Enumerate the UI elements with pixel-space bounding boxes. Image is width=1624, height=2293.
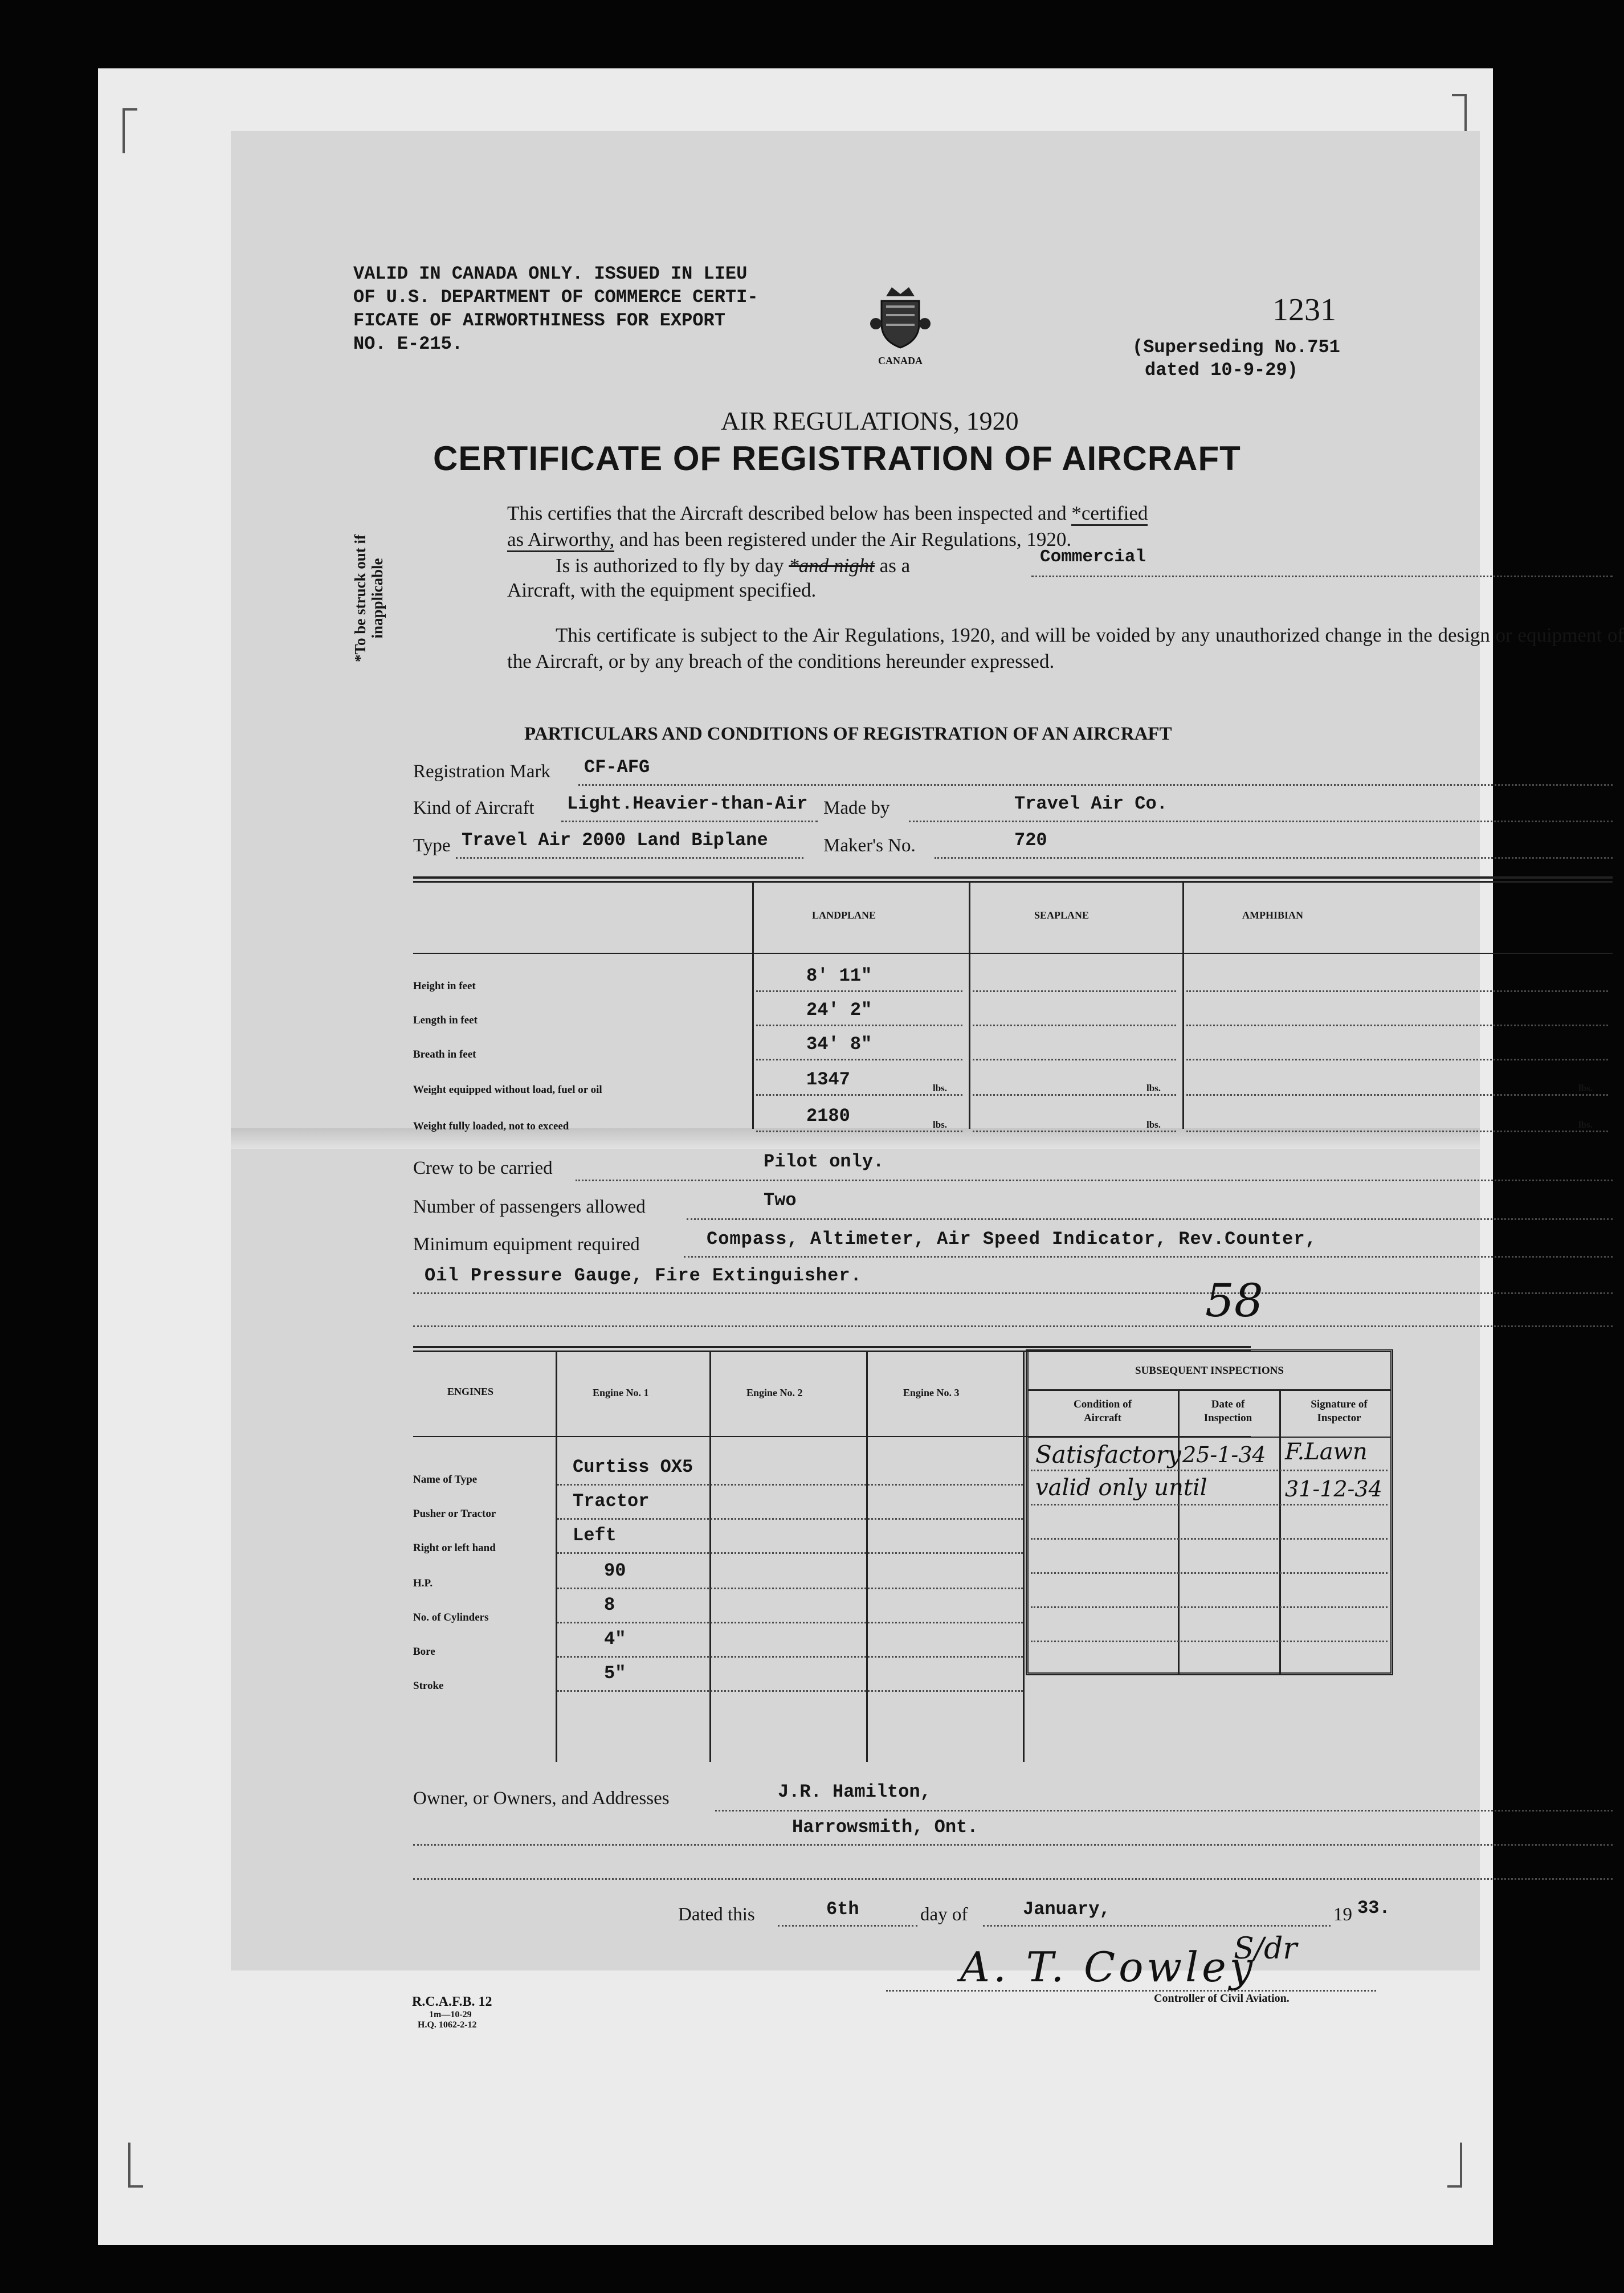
engine-row-line (557, 1484, 1023, 1486)
dimension-row-label: Length in feet (413, 1014, 478, 1026)
crew-label: Crew to be carried (413, 1158, 553, 1178)
inspection-date-1: 25-1-34 (1182, 1442, 1266, 1467)
registration-mark-line (578, 784, 1613, 786)
equipment-value-2: Oil Pressure Gauge, Fire Extinguisher. (425, 1265, 862, 1286)
inspections-box (1026, 1349, 1393, 1675)
landplane-value: 1347 (806, 1069, 850, 1090)
engine-1-value: 8 (604, 1594, 615, 1615)
strike-out-note: *To be struck out if inapplicable (352, 534, 386, 663)
owner-label: Owner, or Owners, and Addresses (413, 1788, 670, 1809)
type-line (456, 857, 803, 859)
column-header-landplane: LANDPLANE (812, 909, 876, 921)
equipment-line: Aircraft, with the equipment specified. (507, 579, 817, 601)
engine-row-label: Bore (413, 1646, 435, 1658)
dimension-row-label: Breath in feet (413, 1048, 476, 1060)
col-divider (752, 881, 754, 1129)
equipment-value-1: Compass, Altimeter, Air Speed Indicator, Rev.Counter, (707, 1229, 1317, 1250)
form-code: R.C.A.F.B. 12 1m—10-29 H.Q. 1062-2-12 (412, 1994, 492, 2030)
cell-line (756, 1025, 962, 1026)
crop-mark-bottom-right (1447, 2143, 1462, 2188)
passengers-label: Number of passengers allowed (413, 1197, 646, 1217)
owner-line-2 (413, 1844, 1613, 1846)
table-top-rule-2 (413, 881, 1613, 883)
crown-shield-icon (869, 284, 932, 352)
cell-line (973, 1131, 1176, 1132)
owner-name: J.R. Hamilton, (778, 1781, 931, 1802)
engine-1-value: Curtiss OX5 (573, 1456, 693, 1478)
signature-initials: S/dr (1234, 1932, 1297, 1966)
certification-paragraph-2: as Airworthy, and has been registered under the Air Regulations, 1920. (507, 527, 1071, 553)
registration-mark-value: CF-AFG (584, 757, 650, 778)
inspections-col (1178, 1389, 1180, 1674)
inspection-row-line (1031, 1538, 1388, 1540)
condition-header: Condition of Aircraft (1074, 1398, 1132, 1424)
engine-1-value: 90 (604, 1560, 626, 1581)
landplane-value: 24' 2" (806, 999, 872, 1021)
column-header-seaplane: SEAPLANE (1034, 909, 1090, 921)
engine-row-line (557, 1588, 1023, 1589)
owner-line-3 (413, 1878, 1613, 1880)
dated-year: 33. (1357, 1898, 1390, 1919)
made-by-label: Made by (823, 798, 890, 818)
category-line (1031, 576, 1613, 577)
inspection-date-2: 31-12-34 (1285, 1476, 1382, 1502)
made-by-line (909, 821, 1613, 822)
inspection-signature-1: F.Lawn (1285, 1439, 1368, 1465)
inspections-header-rule (1029, 1437, 1390, 1438)
type-value: Travel Air 2000 Land Biplane (462, 830, 768, 851)
regulation-title: AIR REGULATIONS, 1920 (721, 406, 1019, 435)
cell-line (973, 1059, 1176, 1060)
signature-line (886, 1990, 1376, 1992)
engine-row-label: Right or left hand (413, 1542, 496, 1554)
dated-month: January, (1023, 1899, 1111, 1920)
dimension-row-label: Height in feet (413, 980, 476, 992)
owner-line-1 (715, 1810, 1613, 1811)
landplane-value: 8' 11" (806, 965, 872, 986)
engine-row-line (557, 1690, 1023, 1692)
engine-row-line (557, 1518, 1023, 1520)
cell-line (1186, 1094, 1608, 1096)
col-divider (1023, 1352, 1025, 1762)
unit-label: lbs. (1578, 1083, 1593, 1094)
equipment-line-2 (413, 1292, 1613, 1294)
engine-row-label: H.P. (413, 1577, 433, 1589)
registration-mark-label: Registration Mark (413, 761, 551, 782)
controller-caption: Controller of Civil Aviation. (1154, 1992, 1290, 2005)
made-by-value: Travel Air Co. (1014, 793, 1168, 814)
unit-label: lbs. (1578, 1119, 1593, 1130)
cell-line (1186, 990, 1608, 992)
engines-top-rule (413, 1346, 1251, 1348)
passengers-value: Two (764, 1190, 797, 1211)
certificate-number: 1231 (1272, 292, 1336, 328)
owner-address: Harrowsmith, Ont. (792, 1817, 978, 1838)
coat-of-arms-emblem: CANADA (869, 284, 932, 367)
dimension-row-label: Weight fully loaded, not to exceed (413, 1120, 569, 1132)
conditions-paragraph: This certificate is subject to the Air Regulations, 1920, and will be voided by any unauthorized change in the design or equipment of the Aircraft, or by any breach of the conditions hereunder expressed. (507, 624, 1624, 672)
inspection-row-line (1031, 1470, 1388, 1471)
dated-label: Dated this (678, 1904, 755, 1925)
col-divider (866, 1352, 868, 1762)
crew-value: Pilot only. (764, 1151, 884, 1172)
cell-line (1186, 1059, 1608, 1060)
month-line (983, 1925, 1331, 1927)
day-of-label: day of (920, 1904, 968, 1925)
landplane-value: 34' 8" (806, 1034, 872, 1055)
engine-row-label: Stroke (413, 1680, 444, 1692)
engine-1-value: Tractor (573, 1491, 650, 1512)
engine-row-label: Name of Type (413, 1474, 478, 1486)
engines-header: ENGINES (447, 1386, 494, 1397)
engine-row-line (557, 1552, 1023, 1554)
engine-1-header: Engine No. 1 (593, 1387, 649, 1398)
date-header: Date of Inspection (1203, 1398, 1252, 1424)
certificate-document (231, 131, 1624, 2030)
inspections-col (1279, 1389, 1281, 1674)
inspection-row-line (1031, 1572, 1388, 1574)
landplane-value: 2180 (806, 1105, 850, 1127)
inspection-row-line (1031, 1606, 1388, 1608)
crop-mark-bottom-left (128, 2143, 143, 2188)
unit-label: lbs. (1146, 1119, 1161, 1130)
kind-of-aircraft-label: Kind of Aircraft (413, 798, 534, 818)
cell-line (756, 1059, 962, 1060)
makers-number-line (935, 857, 1613, 859)
col-divider (1182, 881, 1184, 1129)
authorization-line: Is is authorized to fly by day *and night as a (556, 554, 911, 577)
cell-line (973, 1094, 1176, 1096)
particulars-heading: PARTICULARS AND CONDITIONS OF REGISTRATION OF AN AIRCRAFT (524, 724, 1172, 744)
table-top-rule (413, 876, 1613, 879)
passengers-line (687, 1218, 1613, 1220)
engine-2-header: Engine No. 2 (746, 1387, 803, 1398)
superseding-note: (Superseding No.751 dated 10-9-29) (1132, 337, 1340, 381)
makers-number-label: Maker's No. (823, 835, 916, 856)
aircraft-category-value: Commercial (1040, 547, 1146, 567)
col-divider (969, 881, 970, 1129)
crop-mark-top-left (123, 108, 137, 153)
makers-number-value: 720 (1014, 830, 1047, 851)
equipment-line-1 (684, 1256, 1613, 1258)
controller-signature: A. T. Cowley (960, 1943, 1256, 1991)
inspection-row-line (1031, 1641, 1388, 1642)
unit-label: lbs. (933, 1083, 948, 1094)
cell-line (756, 990, 962, 992)
validity-note: VALID IN CANADA ONLY. ISSUED IN LIEU OF U.S. DEPARTMENT OF COMMERCE CERTI- FICATE OF AIRWORTHINESS FOR EXPORT NO. E-215. (353, 263, 758, 354)
blank-line (413, 1325, 1613, 1327)
column-header-amphibian: AMPHIBIAN (1242, 909, 1303, 921)
engine-3-header: Engine No. 3 (903, 1387, 960, 1398)
dated-day: 6th (826, 1899, 859, 1920)
page-title: CERTIFICATE OF REGISTRATION OF AIRCRAFT (433, 439, 1241, 478)
crew-line (576, 1180, 1613, 1181)
engine-1-value: 5" (604, 1663, 626, 1684)
cell-line (1186, 1025, 1608, 1026)
engine-row-label: No. of Cylinders (413, 1611, 489, 1623)
cell-line (973, 1025, 1176, 1026)
col-divider (709, 1352, 711, 1762)
engine-row-line (557, 1622, 1023, 1623)
kind-line (561, 821, 818, 822)
certification-paragraph: This certifies that the Aircraft described below has been inspected and *certified (507, 500, 1148, 527)
type-label: Type (413, 835, 451, 856)
kind-of-aircraft-value: Light.Heavier-than-Air (567, 793, 808, 814)
unit-label: lbs. (1146, 1083, 1161, 1094)
engine-row-label: Pusher or Tractor (413, 1508, 496, 1520)
inspection-condition-1: Satisfactory (1035, 1441, 1181, 1468)
unit-label: lbs. (933, 1119, 948, 1130)
cell-line (973, 990, 1176, 992)
signature-header: Signature of Inspector (1311, 1398, 1368, 1424)
engine-1-value: Left (573, 1525, 617, 1546)
inspection-row-line (1031, 1504, 1388, 1505)
margin-annotation: 58 (1205, 1274, 1263, 1327)
dimension-row-label: Weight equipped without load, fuel or oil (413, 1084, 602, 1096)
day-line (778, 1925, 917, 1927)
year-prefix: 19 (1333, 1904, 1352, 1925)
cell-line (756, 1094, 962, 1096)
inspection-condition-2: valid only until (1035, 1475, 1207, 1501)
col-divider (556, 1352, 557, 1762)
inspections-title-rule (1029, 1389, 1390, 1391)
engine-1-value: 4" (604, 1629, 626, 1650)
header-rule (413, 953, 1613, 954)
equipment-label: Minimum equipment required (413, 1234, 640, 1255)
cell-line (756, 1131, 962, 1132)
cell-line (1186, 1131, 1608, 1132)
engine-row-line (557, 1656, 1023, 1658)
inspections-title: SUBSEQUENT INSPECTIONS (1135, 1365, 1284, 1377)
